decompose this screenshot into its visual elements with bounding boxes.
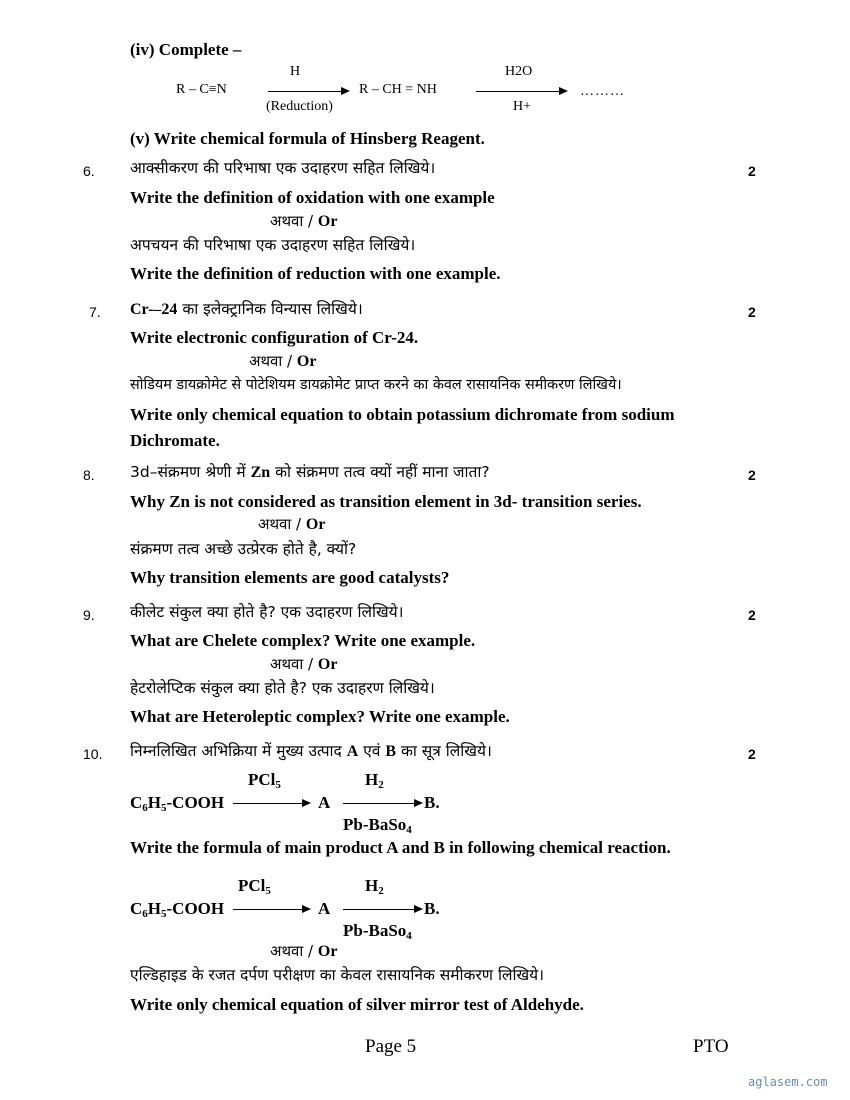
- reagent-h-sub: 2: [378, 779, 384, 791]
- q8-or-hi: अथवा /: [258, 515, 302, 533]
- reactant-h-sub: 5: [161, 802, 167, 814]
- q4-reagent-h2o: H2O: [505, 64, 533, 79]
- reactant-cooh: -COOH: [166, 793, 225, 812]
- reagent2-h-sub: 2: [378, 885, 384, 897]
- reaction2-intermediate: A: [318, 899, 331, 918]
- q10-number: 10.: [83, 746, 103, 762]
- q6-marks: 2: [748, 163, 756, 179]
- q10-english-2: Write only chemical equation of silver mirror test of Aldehyde.: [130, 995, 584, 1014]
- page-number: Page 5: [365, 1036, 417, 1057]
- q9-marks: 2: [748, 607, 756, 623]
- q7-english-2b: Dichromate.: [130, 431, 220, 450]
- q4-title: (iv) Complete –: [130, 40, 242, 59]
- reactant-h: H: [147, 793, 162, 812]
- q6-hindi-1: आक्सीकरण की परिभाषा एक उदाहरण सहित लिखिये।: [130, 159, 436, 177]
- q7-marks: 2: [748, 304, 756, 320]
- reactant2-h-sub: 5: [161, 908, 167, 920]
- q10-and: एवं: [363, 742, 381, 760]
- q4-reagent-h: H: [290, 64, 301, 79]
- q4-blank: ………: [580, 84, 625, 99]
- q9-or-hi: अथवा /: [270, 655, 314, 673]
- reaction2-reagent-pcl5: [238, 877, 271, 897]
- q10-hindi-1a: निम्नलिखित अभिक्रिया में मुख्य उत्पाद: [130, 742, 342, 760]
- catalyst-sub: 4: [406, 824, 412, 836]
- q4-intermediate: R – CH = NH: [359, 82, 437, 97]
- q8-marks: 2: [748, 467, 756, 483]
- reagent-pcl: PCl: [248, 770, 276, 789]
- q8-number: 8.: [83, 467, 95, 483]
- q7-cr-label: Cr-–24: [130, 301, 178, 318]
- q6-or: [270, 214, 337, 230]
- reaction2-arrow-1: [233, 909, 309, 910]
- catalyst-label: Pb-BaSo: [343, 815, 407, 834]
- reagent-pcl-sub: 5: [275, 779, 281, 791]
- q9-hindi-1: कीलेट संकुल क्या होते है? एक उदाहरण लिखिये।: [130, 603, 404, 621]
- q8-hindi-1: [130, 465, 490, 481]
- q7-or: [249, 354, 316, 370]
- q6-number: 6.: [83, 163, 95, 179]
- reaction2-reagent-h2: [365, 877, 384, 897]
- reaction1-reactant: [130, 794, 224, 814]
- q10-marks: 2: [748, 746, 756, 762]
- q6-english-2: Write the definition of reduction with one example.: [130, 264, 501, 283]
- q9-number: 9.: [83, 607, 95, 623]
- reaction2-arrow-2: [343, 909, 421, 910]
- reactant-c: C: [130, 793, 143, 812]
- q9-or: [270, 657, 337, 673]
- q4-arrow-2: [476, 91, 566, 92]
- catalyst2-sub: 4: [406, 930, 412, 942]
- q8-english-2: Why transition elements are good catalysts?: [130, 568, 450, 587]
- q7-english-2: Write only chemical equation to obtain potassium dichromate from sodium: [130, 405, 675, 424]
- q6-english-1: Write the definition of oxidation with one example: [130, 188, 495, 207]
- q10-hindi-2: एल्डिहाइड के रजत दर्पण परीक्षण का केवल रासायनिक समीकरण लिखिये।: [130, 966, 545, 984]
- reagent2-pcl: PCl: [238, 876, 266, 895]
- reactant-c-sub: 6: [142, 802, 148, 814]
- q4-reduction-label: (Reduction): [266, 99, 333, 114]
- q10-product-b: B: [385, 743, 396, 760]
- reaction1-reagent-h2: [365, 771, 384, 791]
- reactant2-c-sub: 6: [142, 908, 148, 920]
- q10-or: [270, 944, 337, 960]
- q6-hindi-2: अपचयन की परिभाषा एक उदाहरण सहित लिखिये।: [130, 236, 416, 254]
- reactant2-cooh: -COOH: [166, 899, 225, 918]
- reagent-h: H: [365, 770, 379, 789]
- q9-english-1: What are Chelete complex? Write one example.: [130, 631, 476, 650]
- q8-english-1: Why Zn is not considered as transition element in 3d- transition series.: [130, 492, 642, 511]
- reaction1-product: B.: [424, 793, 440, 812]
- q7-hindi-2: सोडियम डायक्रोमेट से पोटेशियम डायक्रोमेट प्राप्त करने का केवल रासायनिक समीकरण लिखिये।: [130, 377, 622, 393]
- q7-hindi-1: [130, 302, 363, 318]
- catalyst2-label: Pb-BaSo: [343, 921, 407, 940]
- reagent2-pcl-sub: 5: [265, 885, 271, 897]
- q4-reactant: [176, 83, 227, 97]
- reactant2-h: H: [147, 899, 162, 918]
- q7-or-en: Or: [296, 353, 317, 370]
- q8-zn: Zn: [250, 464, 271, 481]
- q9-hindi-2: हेटरोलेप्टिक संकुल क्या होते है? एक उदाहरण लिखिये।: [130, 679, 435, 697]
- reagent2-h: H: [365, 876, 379, 895]
- q6-or-en: Or: [317, 213, 338, 230]
- reaction1-intermediate: A: [318, 793, 331, 812]
- q7-or-hi: अथवा /: [249, 352, 293, 370]
- q9-english-2: What are Heteroleptic complex? Write one example.: [130, 707, 510, 726]
- reaction1-catalyst: [343, 816, 412, 836]
- q6-or-hi: अथवा /: [270, 212, 314, 230]
- q8-or: [258, 517, 325, 533]
- pto-label: PTO: [693, 1036, 729, 1057]
- q4-reagent-hplus: H+: [513, 99, 532, 114]
- q10-hindi-1: [130, 744, 492, 760]
- q8-hindi-2: संक्रमण तत्व अच्छे उत्प्रेरक होते है, क्यों?: [130, 540, 357, 558]
- q10-or-en: Or: [317, 943, 338, 960]
- reaction2-product: B.: [424, 899, 440, 918]
- q4-reactant-n: N: [216, 82, 227, 97]
- q4-triple-bond: ≡: [208, 82, 217, 97]
- q7-number: 7.: [89, 304, 101, 320]
- q10-english-1: Write the formula of main product A and B in following chemical reaction.: [130, 838, 671, 857]
- q8-hindi-1b: को संक्रमण तत्व क्यों नहीं माना जाता?: [275, 463, 490, 481]
- q10-or-hi: अथवा /: [270, 942, 314, 960]
- q10-product-a: A: [346, 743, 359, 760]
- reaction1-reagent-pcl5: [248, 771, 281, 791]
- reactant2-c: C: [130, 899, 143, 918]
- reaction1-arrow-1: [233, 803, 309, 804]
- q9-or-en: Or: [317, 656, 338, 673]
- q8-hindi-1a: 3d–संक्रमण श्रेणी में: [130, 463, 246, 481]
- q7-hindi-1-text: का इलेक्ट्रानिक विन्यास लिखिये।: [182, 300, 363, 318]
- q4-arrow-1: [268, 91, 348, 92]
- q10-hindi-1b: का सूत्र लिखिये।: [400, 742, 492, 760]
- q8-or-en: Or: [305, 516, 326, 533]
- reaction2-catalyst: [343, 922, 412, 942]
- q7-english-1: Write electronic configuration of Cr-24.: [130, 328, 419, 347]
- q5-text: (v) Write chemical formula of Hinsberg Reagent.: [130, 129, 485, 148]
- reaction1-arrow-2: [343, 803, 421, 804]
- watermark: aglasem.com: [748, 1075, 828, 1089]
- reaction2-reactant: [130, 900, 224, 920]
- q4-reactant-r: R – C: [176, 82, 209, 97]
